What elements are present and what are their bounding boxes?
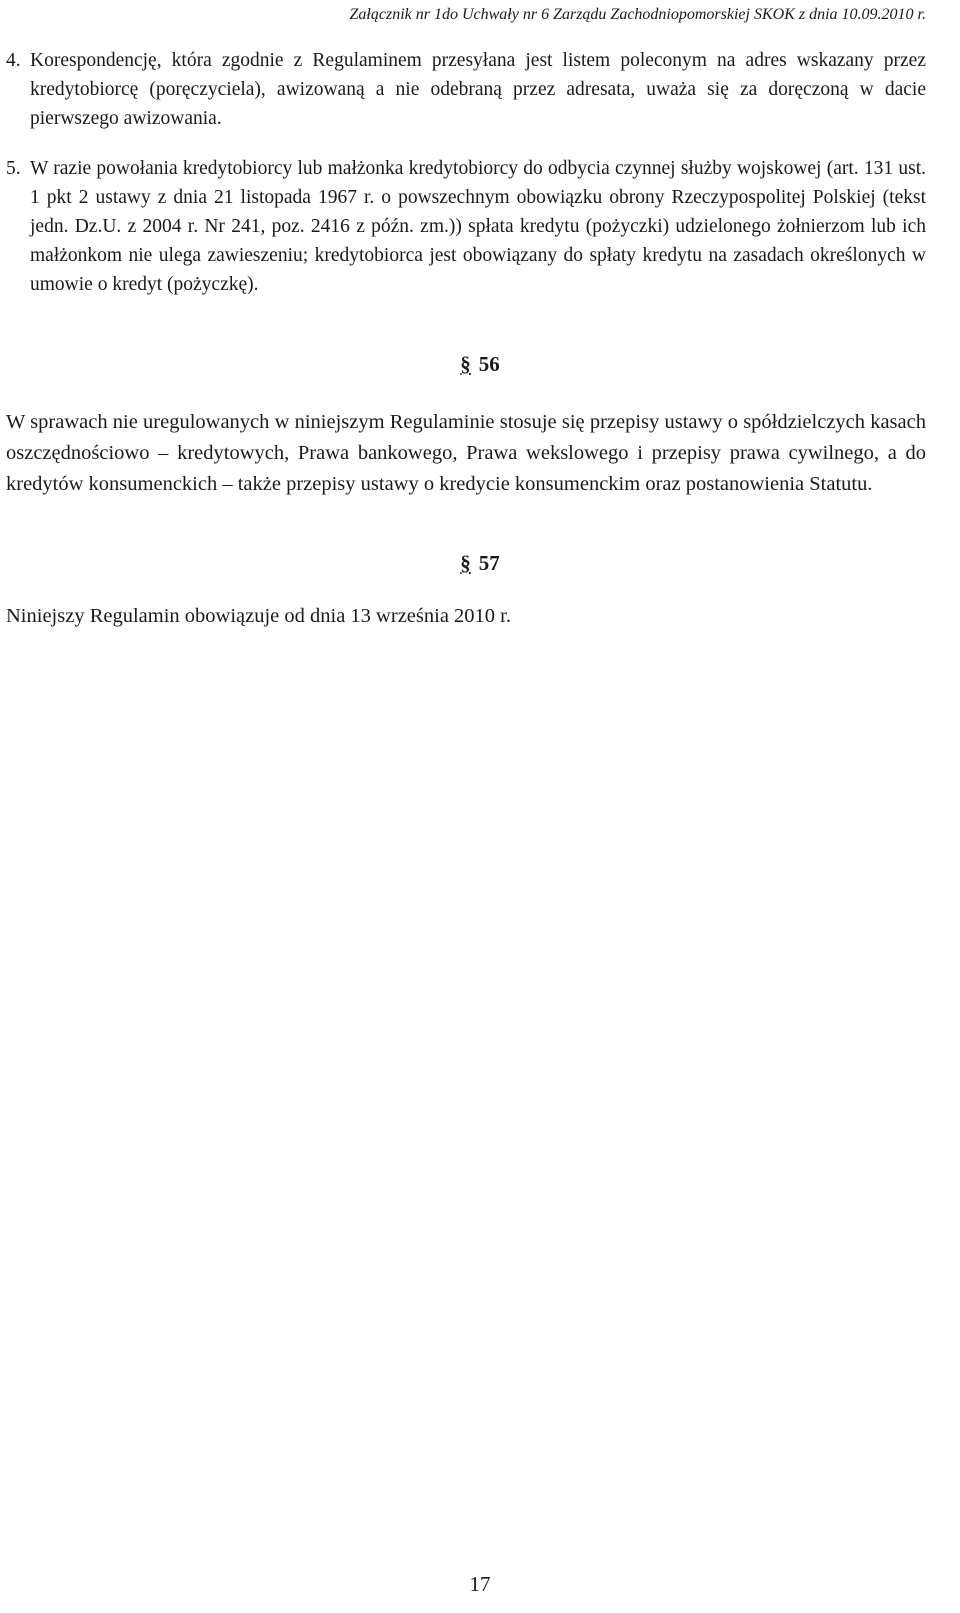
section-number: 56: [478, 352, 500, 376]
list-item-4: [6, 46, 926, 133]
list-item-text: W razie powołania kredytobiorcy lub małżonka kredytobiorcy do odbycia czynnej służby wojskowej (art. 131 ust. 1 pkt 2 ustawy z dnia 21 listopada 1967 r. o powszechnym obowiązku obrony Rzeczypospolitej Polskiej (tekst jedn. Dz.U. z 2004 r. Nr 241, poz. 2416 z późn. zm.)) spłata kredytu (pożyczki) udzielonego żołnierzom lub ich małżonkom nie ulega zawieszeniu; kredytobiorca jest obowiązany do spłaty kredytu na zasadach określonych w umowie o kredyt (pożyczkę).: [30, 158, 926, 295]
list-item-number: 4.: [6, 50, 21, 71]
section-heading-57: [0, 551, 960, 576]
document-header: Załącznik nr 1do Uchwały nr 6 Zarządu Zachodniopomorskiej SKOK z dnia 10.09.2010 r.: [349, 6, 926, 23]
list-item-number: 5.: [6, 158, 21, 179]
section-paragraph-56: W sprawach nie uregulowanych w niniejszym Regulaminie stosuje się przepisy ustawy o spółdzielczych kasach oszczędnościowo – kredytowych, Prawa bankowego, Prawa wekslowego i przepisy prawa cywilnego, a do kredytów konsumenckich – także przepisy ustawy o kredycie konsumenckim oraz postanowienia Statutu.: [6, 411, 926, 495]
section-paragraph-57: Niniejszy Regulamin obowiązuje od dnia 13 września 2010 r.: [6, 605, 511, 627]
section-symbol: §: [460, 551, 471, 575]
list-item-text: Korespondencję, która zgodnie z Regulaminem przesyłana jest listem poleconym na adres wskazany przez kredytobiorcę (poręczyciela), awizowaną a nie odebraną przez adresata, uważa się za doręczoną w dacie pierwszego awizowania.: [30, 50, 926, 129]
list-item-5: [6, 154, 926, 299]
page-number: 17: [469, 1572, 491, 1596]
section-heading-56: [0, 352, 960, 377]
section-number: 57: [478, 551, 500, 575]
section-symbol: §: [460, 352, 471, 376]
